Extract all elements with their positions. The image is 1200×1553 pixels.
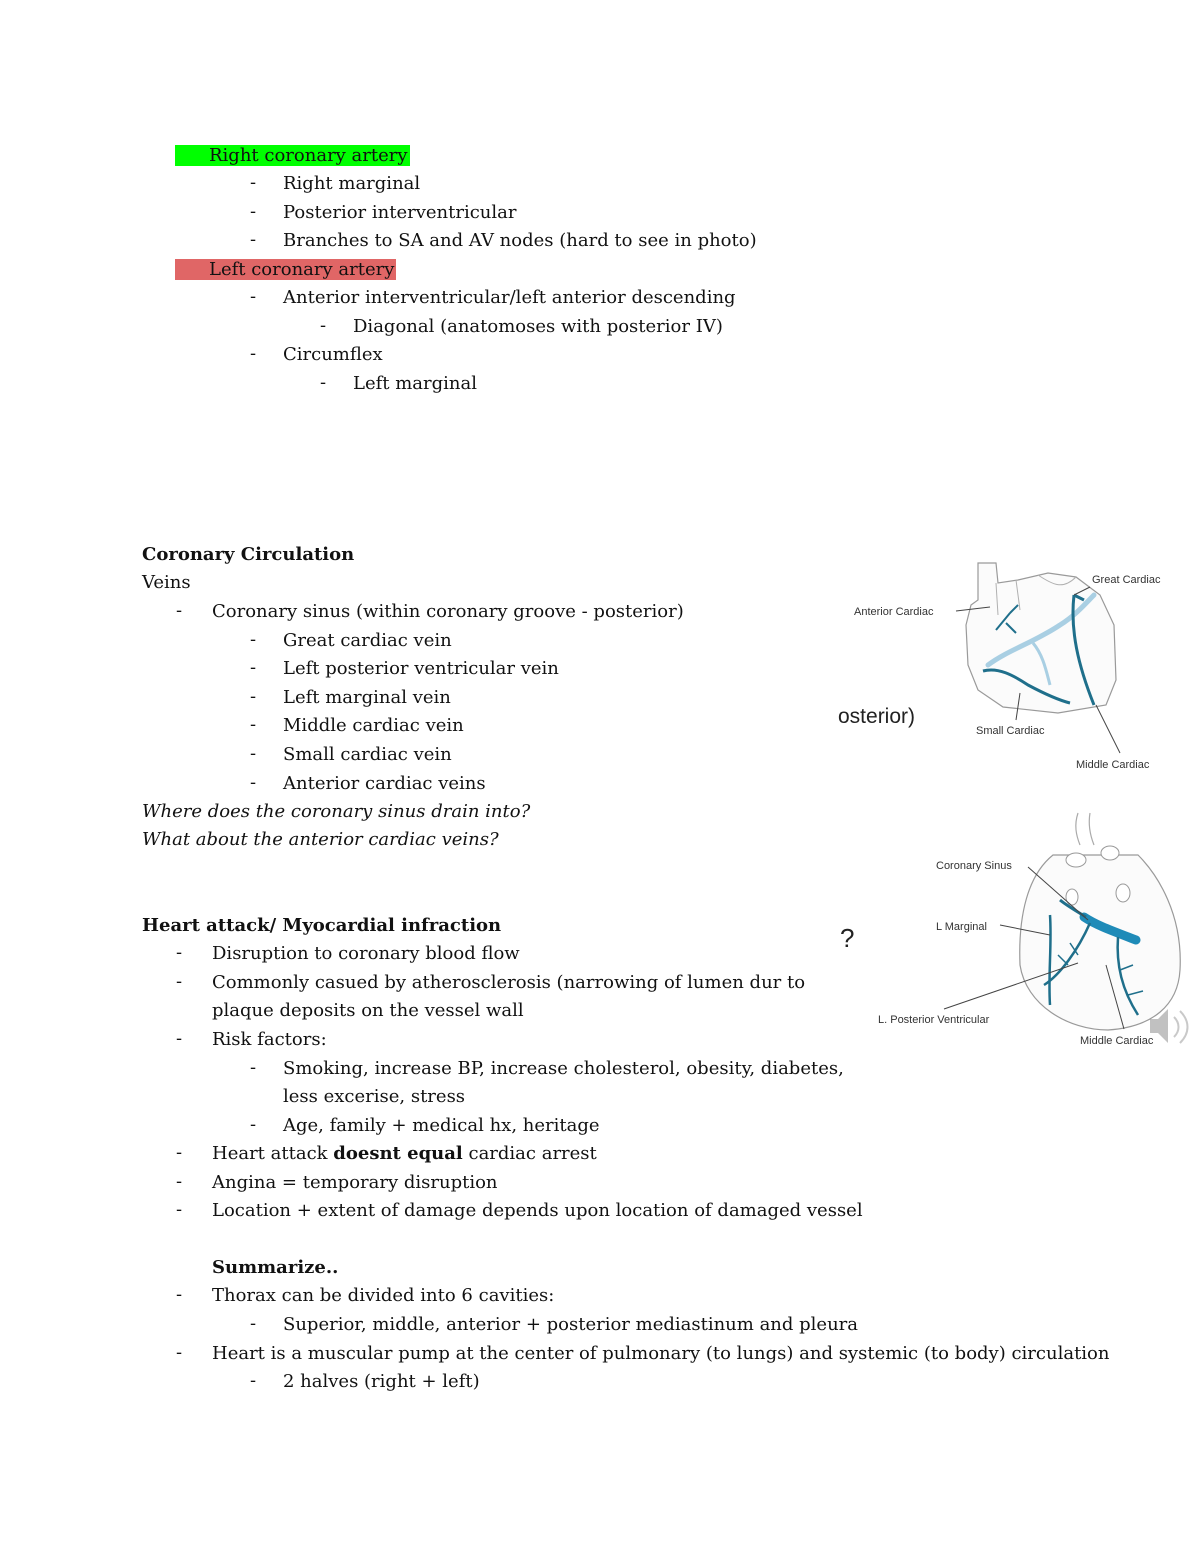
section-title: Summarize.. [212,1257,339,1278]
list-item: Right marginal [283,173,421,194]
list-item: Left marginal [353,373,477,394]
dash: - [250,1114,257,1135]
dash: - [250,629,257,650]
list-item: Risk factors: [212,1029,327,1050]
list-item: Posterior interventricular [283,202,517,223]
rca-heading [176,144,410,168]
section-title: Coronary Circulation [142,544,355,565]
fig-label: Middle Cardiac [1080,1035,1154,1047]
list-item: Commonly casued by atherosclerosis (narrowing of lumen dur to [212,972,806,993]
vessel-outline [1076,813,1094,845]
list-item: Smoking, increase BP, increase cholesterol, obesity, diabetes, [283,1058,844,1079]
fig-label: Small Cardiac [976,725,1045,737]
list-item: Left marginal vein [283,687,451,708]
dash: - [250,201,257,222]
list-item: Anterior interventricular/left anterior descending [283,287,736,308]
list-item: Diagonal (anatomoses with posterior IV) [353,316,723,337]
list-item: Thorax can be divided into 6 cavities: [212,1285,555,1306]
subheading: Veins [142,572,191,593]
dash: - [250,343,257,364]
dash: - [250,1057,257,1078]
dash: - [176,1171,183,1192]
list-item: Location + extent of damage depends upon location of damaged vessel [212,1200,863,1221]
dash: - [320,315,327,336]
fig-label: Middle Cardiac [1076,759,1150,771]
dash: - [176,1199,183,1220]
question: Where does the coronary sinus drain into? [142,801,531,822]
list-item: Superior, middle, anterior + posterior mediastinum and pleura [283,1314,858,1335]
list-item: Anterior cardiac veins [283,773,486,794]
dash: - [176,1028,183,1049]
list-item: Disruption to coronary blood flow [212,943,520,964]
list-item: Angina = temporary disruption [212,1172,498,1193]
list-item-continued: less excerise, stress [283,1086,466,1107]
dash: - [250,686,257,707]
list-item: Age, family + medical hx, heritage [283,1115,600,1136]
section-title: Heart attack/ Myocardial infraction [142,915,502,936]
vessel-opening [1066,853,1086,867]
emphasis: doesnt equal [333,1143,463,1164]
list-item: 2 halves (right + left) [283,1371,480,1392]
dash: - [250,657,257,678]
dash: - [320,372,327,393]
vessel-opening [1101,846,1119,860]
lca-heading [176,258,396,282]
dash: - [250,229,257,250]
partial-heading: ? [840,923,855,953]
list-item: Small cardiac vein [283,744,452,765]
list-item: Great cardiac vein [283,630,452,651]
list-item-continued: plaque deposits on the vessel wall [212,1000,524,1021]
fig-label: Great Cardiac [1092,574,1161,586]
list-item: Heart is a muscular pump at the center of pulmonary (to lungs) and systemic (to body) circulation [212,1343,1110,1364]
dash: - [250,286,257,307]
heart-illustration [838,555,1178,775]
dash: - [250,172,257,193]
dash: - [250,1313,257,1334]
dash: - [176,942,183,963]
heart-veins-figure-posterior [838,805,1198,1055]
vessel-opening [1116,884,1130,902]
question: What about the anterior cardiac veins? [142,829,499,850]
dash: - [176,600,183,621]
dash: - [250,714,257,735]
fig-label: L Marginal [936,921,987,933]
fig-label: Anterior Cardiac [854,606,934,618]
list-item: Left posterior ventricular vein [283,658,559,679]
text: Heart attack [212,1143,334,1164]
text: cardiac arrest [462,1143,597,1164]
dash: - [250,1370,257,1391]
fig-label: L. Posterior Ventricular [878,1014,990,1026]
list-item: Coronary sinus (within coronary groove - posterior) [212,601,684,622]
rca-label: Right coronary artery [175,145,410,166]
dash: - [250,772,257,793]
heart-illustration [838,805,1198,1055]
list-item: Circumflex [283,344,383,365]
list-item: Branches to SA and AV nodes (hard to see in photo) [283,230,757,251]
lca-label: Left coronary artery [175,259,396,280]
heart-veins-figure-anterior [838,555,1178,775]
dash: - [176,971,183,992]
list-item [212,1142,597,1166]
list-item: Middle cardiac vein [283,715,464,736]
dash: - [176,1284,183,1305]
l-marginal-vein [1049,915,1050,1005]
leader-line [1096,705,1120,753]
dash: - [176,1342,183,1363]
partial-heading: osterior) [838,705,916,728]
fig-label: Coronary Sinus [936,860,1012,872]
dash: - [176,1142,183,1163]
dash: - [250,743,257,764]
